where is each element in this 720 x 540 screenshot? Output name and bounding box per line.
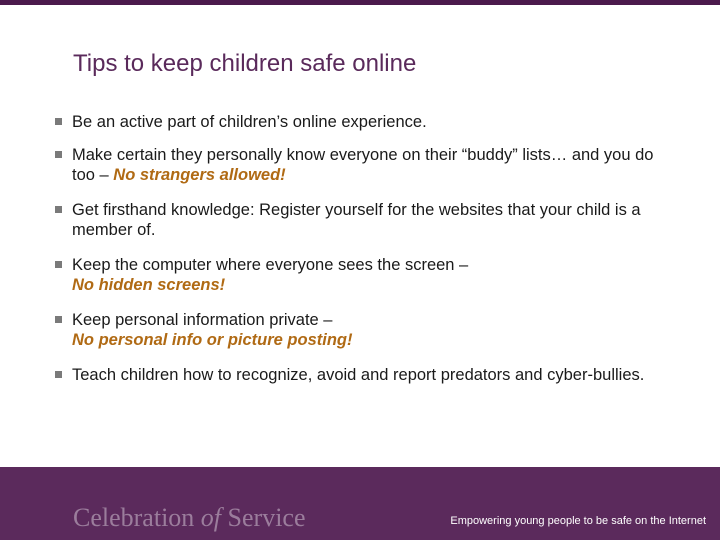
- bullet-text: Teach children how to recognize, avoid and report predators and cyber-bullies.: [72, 366, 645, 384]
- top-accent-bar: [0, 0, 720, 5]
- slide-title: Tips to keep children safe online: [73, 50, 417, 77]
- brand-word-celebration: Celebration: [73, 503, 201, 532]
- square-bullet-icon: [55, 151, 62, 158]
- square-bullet-icon: [55, 118, 62, 125]
- bullet-item: [55, 145, 675, 185]
- bullet-text: Make certain they personally know everyone on their “buddy” lists… and you do too –: [72, 146, 654, 184]
- bullet-list: [55, 112, 675, 400]
- bullet-text: Keep the computer where everyone sees the screen –: [72, 256, 469, 274]
- bullet-emphasis: No strangers allowed!: [113, 166, 286, 184]
- footer-tagline: Empowering young people to be safe on the Internet: [450, 515, 706, 527]
- brand-word-service: Service: [221, 503, 306, 532]
- bullet-item: [55, 365, 675, 385]
- bullet-text: Keep personal information private –: [72, 311, 333, 329]
- bullet-item: [55, 255, 675, 295]
- square-bullet-icon: [55, 371, 62, 378]
- brand-word-of: of: [200, 503, 222, 532]
- bullet-text: Be an active part of children’s online experience.: [72, 113, 427, 131]
- brand-logo-text: [73, 503, 306, 533]
- bullet-item: [55, 310, 675, 350]
- square-bullet-icon: [55, 206, 62, 213]
- square-bullet-icon: [55, 316, 62, 323]
- bullet-emphasis: No hidden screens!: [72, 276, 226, 294]
- bullet-item: [55, 200, 675, 240]
- square-bullet-icon: [55, 261, 62, 268]
- bullet-emphasis: No personal info or picture posting!: [72, 331, 353, 349]
- bullet-item: [55, 112, 675, 132]
- bullet-text: Get firsthand knowledge: Register yourself for the websites that your child is a member of.: [72, 201, 641, 239]
